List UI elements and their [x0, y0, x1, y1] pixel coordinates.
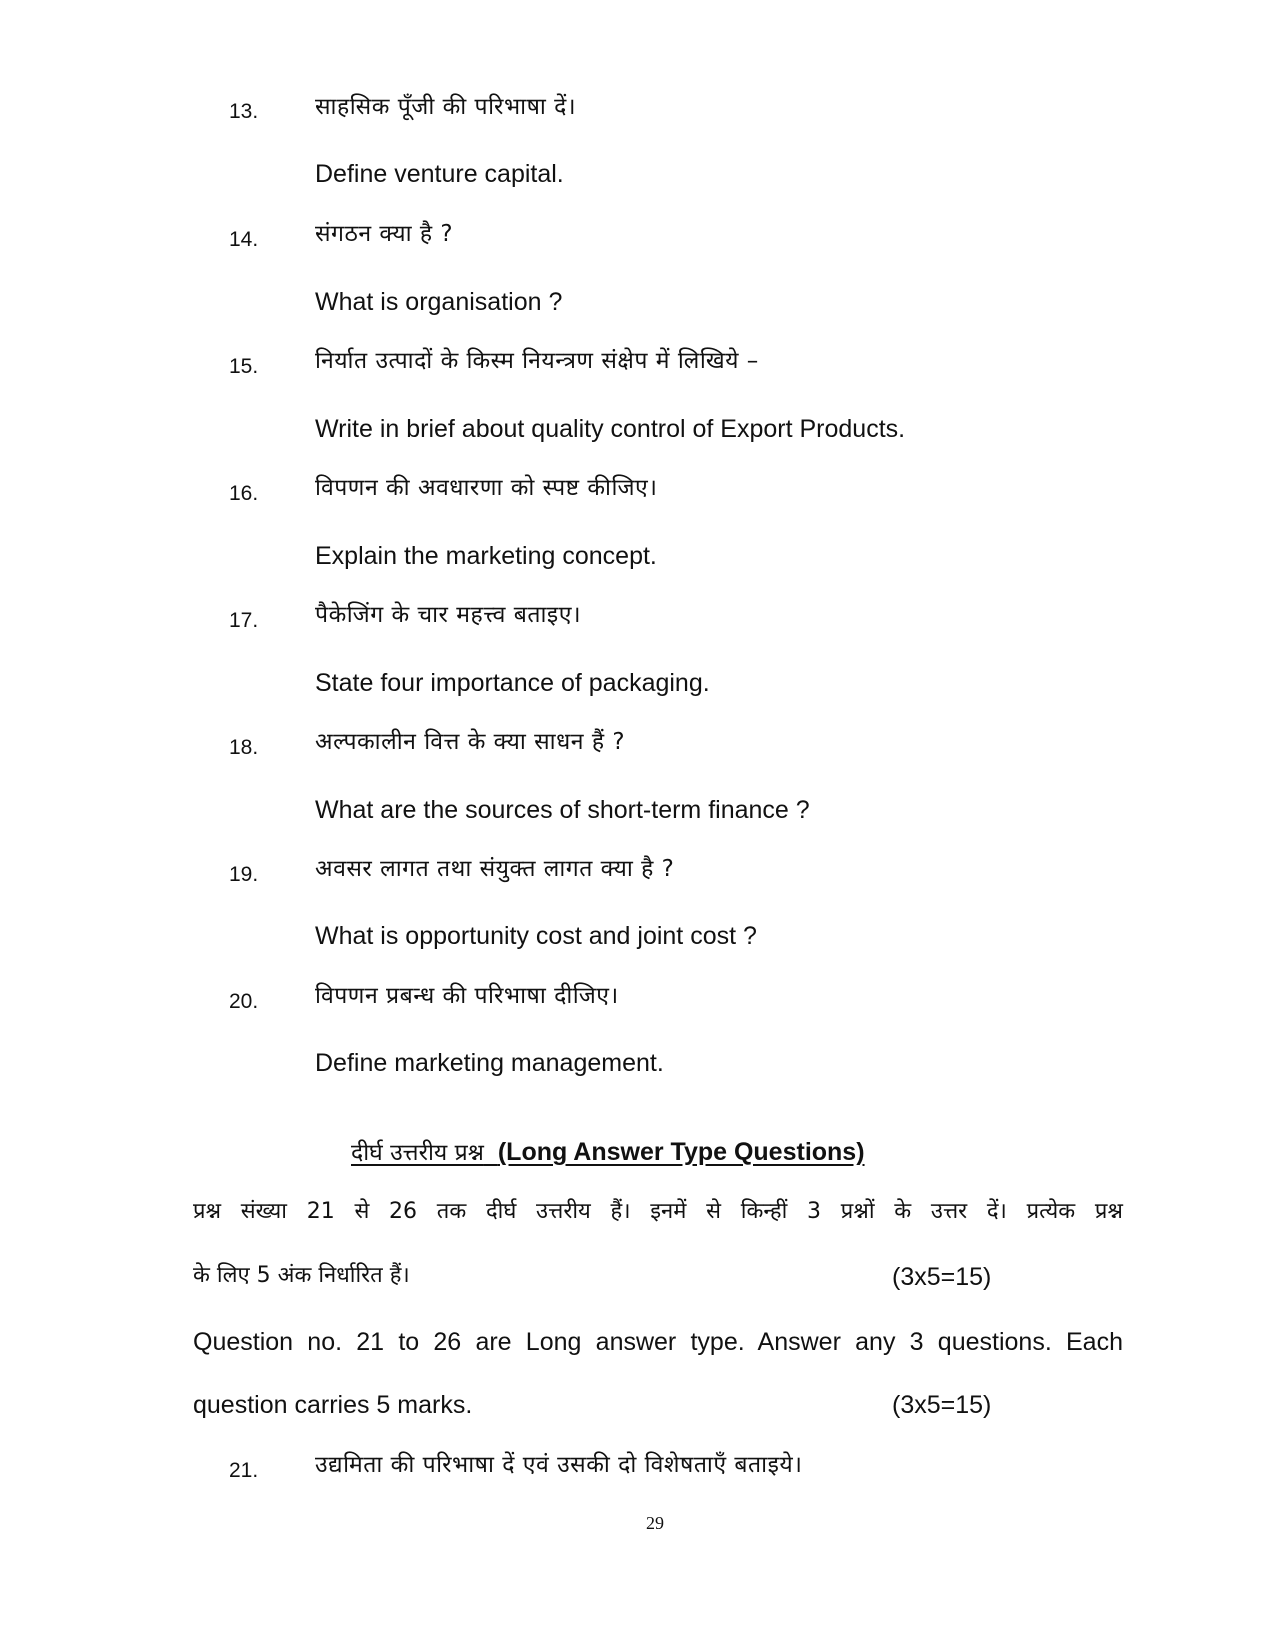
question-text-hindi: उद्यमिता की परिभाषा दें एवं उसकी दो विशेषताएँ बताइये। [315, 1452, 803, 1478]
question-number: 20. [229, 990, 259, 1013]
marks-allocation-hindi: (3x5=15) [892, 1263, 992, 1291]
section-heading-english: (Long Answer Type Questions) [497, 1138, 865, 1166]
section-heading [351, 1140, 865, 1165]
question-number: 18. [229, 736, 259, 759]
question-text-english: What is opportunity cost and joint cost ? [315, 922, 757, 950]
question-text-english: State four importance of packaging. [315, 669, 710, 697]
question-text-english: Write in brief about quality control of Export Products. [315, 415, 906, 443]
question-text-hindi: साहसिक पूँजी की परिभाषा दें। [315, 94, 577, 120]
question-text-english: Define venture capital. [315, 160, 564, 188]
question-text-hindi: पैकेजिंग के चार महत्त्व बताइए। [315, 602, 582, 628]
question-number: 13. [229, 100, 259, 123]
question-text-hindi: अवसर लागत तथा संयुक्त लागत क्या है ? [315, 856, 675, 882]
question-text-english: Define marketing management. [315, 1049, 664, 1077]
question-number: 21. [229, 1459, 259, 1482]
question-text-english: Explain the marketing concept. [315, 542, 657, 570]
question-text-hindi: निर्यात उत्पादों के किस्म नियन्त्रण संक्षेप में लिखिये – [315, 348, 759, 374]
question-text-hindi: विपणन प्रबन्ध की परिभाषा दीजिए। [315, 983, 619, 1009]
question-text-hindi: अल्पकालीन वित्त के क्या साधन हैं ? [315, 729, 626, 755]
question-text-english: What is organisation ? [315, 288, 563, 316]
question-text-hindi: संगठन क्या है ? [315, 221, 454, 247]
page-number: 29 [646, 1513, 664, 1533]
instruction-hindi-line-1: प्रश्न संख्या 21 से 26 तक दीर्घ उत्तरीय हैं। इनमें से किन्हीं 3 प्रश्नों के उत्तर दें। प्रत्येक प्रश्न [193, 1199, 1123, 1224]
question-number: 17. [229, 609, 259, 632]
question-number: 16. [229, 482, 259, 505]
question-text-hindi: विपणन की अवधारणा को स्पष्ट कीजिए। [315, 475, 658, 501]
question-number: 15. [229, 355, 259, 378]
instruction-english-line-1: Question no. 21 to 26 are Long answer type. Answer any 3 questions. Each [193, 1328, 1123, 1356]
instruction-hindi-line-2: के लिए 5 अंक निर्धारित हैं। [193, 1263, 410, 1288]
question-text-english: What are the sources of short-term finance ? [315, 796, 810, 824]
section-heading-hindi: दीर्घ उत्तरीय प्रश्न [351, 1140, 484, 1166]
question-number: 19. [229, 863, 259, 886]
marks-allocation-english: (3x5=15) [892, 1391, 992, 1419]
question-number: 14. [229, 228, 259, 251]
instruction-english-line-2: question carries 5 marks. [193, 1391, 473, 1419]
